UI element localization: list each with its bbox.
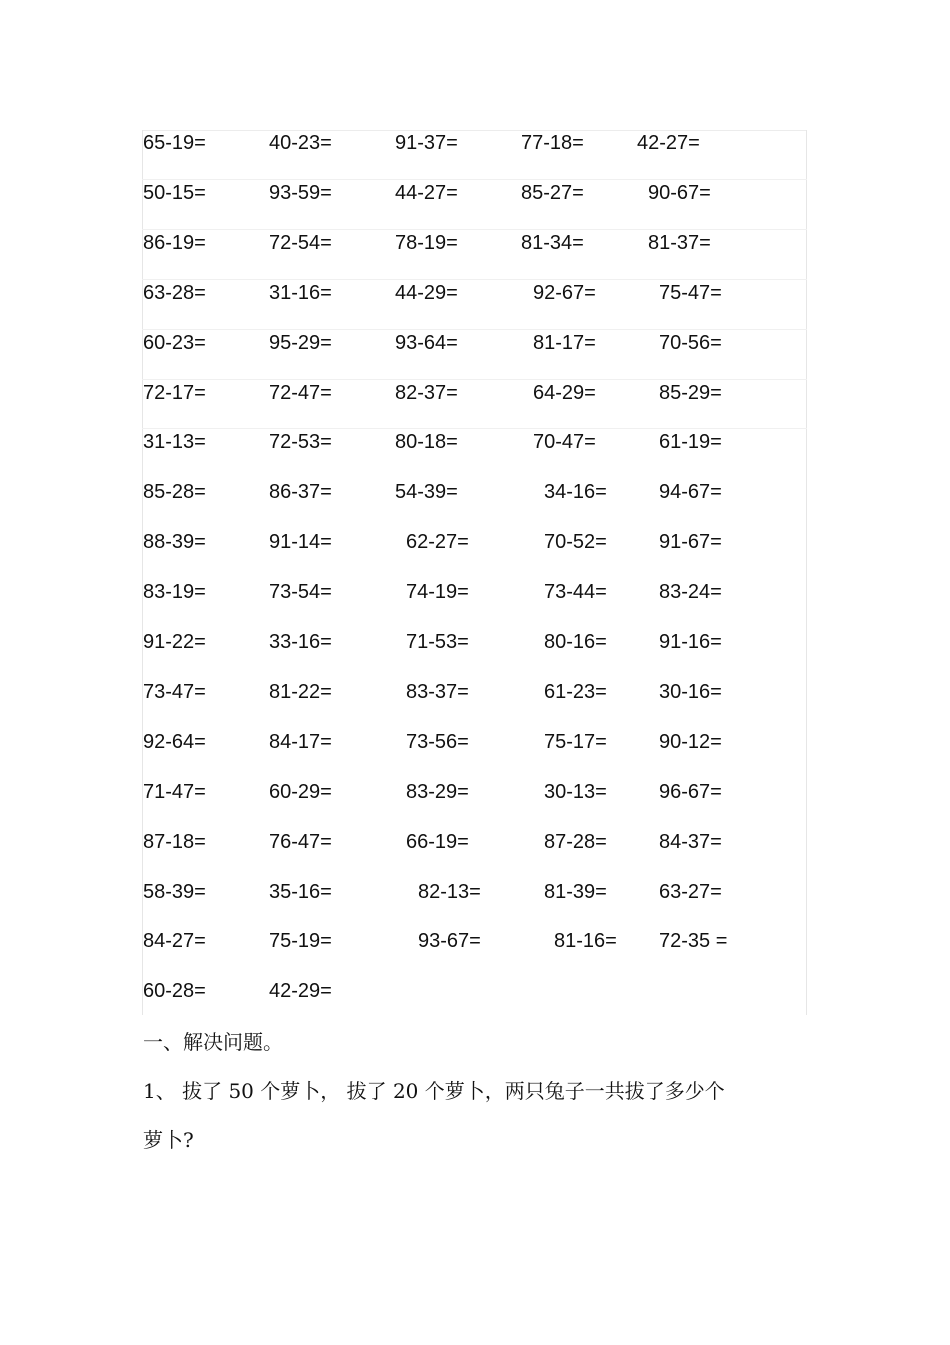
subtraction-problem: 84-27= [143,930,206,952]
subtraction-problem: 42-29= [269,980,332,1002]
subtraction-problem: 42-27= [637,132,700,154]
worksheet-frame-right [806,130,807,1015]
subtraction-problem: 72-35 = [659,930,728,952]
subtraction-problem: 70-56= [659,332,722,354]
subtraction-problem: 81-17= [533,332,596,354]
subtraction-problem: 34-16= [544,481,607,503]
subtraction-problem: 90-67= [648,182,711,204]
subtraction-problem: 62-27= [406,531,469,553]
subtraction-problem: 83-37= [406,681,469,703]
subtraction-problem: 73-47= [143,681,206,703]
subtraction-problem: 90-12= [659,731,722,753]
subtraction-problem: 77-18= [521,132,584,154]
subtraction-problem: 82-37= [395,382,458,404]
subtraction-problem: 61-23= [544,681,607,703]
subtraction-problem: 58-39= [143,881,206,903]
subtraction-problem: 60-29= [269,781,332,803]
subtraction-problem: 60-28= [143,980,206,1002]
subtraction-problem: 91-14= [269,531,332,553]
subtraction-problem: 91-22= [143,631,206,653]
subtraction-problem: 63-28= [143,282,206,304]
subtraction-problem: 85-28= [143,481,206,503]
subtraction-problem: 94-67= [659,481,722,503]
subtraction-problem: 71-53= [406,631,469,653]
subtraction-problem: 92-67= [533,282,596,304]
subtraction-problem: 78-19= [395,232,458,254]
subtraction-problem: 72-47= [269,382,332,404]
subtraction-problem: 80-16= [544,631,607,653]
subtraction-problem: 72-53= [269,431,332,453]
subtraction-problem: 84-37= [659,831,722,853]
subtraction-problem: 86-19= [143,232,206,254]
subtraction-problem: 87-28= [544,831,607,853]
subtraction-problem: 83-19= [143,581,206,603]
subtraction-problem: 81-22= [269,681,332,703]
subtraction-problem: 74-19= [406,581,469,603]
subtraction-problem: 63-27= [659,881,722,903]
subtraction-problem: 83-24= [659,581,722,603]
subtraction-problem: 81-34= [521,232,584,254]
subtraction-problem: 92-64= [143,731,206,753]
subtraction-problem: 64-29= [533,382,596,404]
subtraction-problem: 40-23= [269,132,332,154]
subtraction-problem: 83-29= [406,781,469,803]
subtraction-problem: 30-13= [544,781,607,803]
subtraction-problem: 61-19= [659,431,722,453]
subtraction-problem: 75-47= [659,282,722,304]
subtraction-problem: 93-67= [418,930,481,952]
subtraction-problem: 66-19= [406,831,469,853]
subtraction-problem: 95-29= [269,332,332,354]
subtraction-problem: 82-13= [418,881,481,903]
subtraction-problem: 73-56= [406,731,469,753]
subtraction-problem: 70-52= [544,531,607,553]
word-problem-1-line-2: 萝卜? [143,1128,194,1152]
word-problem-1-line-1: 1、 拔了 50 个萝卜， 拔了 20 个萝卜，两只兔子一共拔了多少个 [143,1079,725,1103]
subtraction-problem: 30-16= [659,681,722,703]
subtraction-problem: 73-54= [269,581,332,603]
subtraction-problem: 91-67= [659,531,722,553]
subtraction-problem: 85-29= [659,382,722,404]
subtraction-problem: 72-17= [143,382,206,404]
subtraction-problem: 70-47= [533,431,596,453]
subtraction-problem: 35-16= [269,881,332,903]
subtraction-problem: 65-19= [143,132,206,154]
subtraction-problem: 44-27= [395,182,458,204]
subtraction-problem: 87-18= [143,831,206,853]
subtraction-problem: 44-29= [395,282,458,304]
worksheet-frame-top [142,130,807,131]
subtraction-problem: 72-54= [269,232,332,254]
subtraction-problem: 80-18= [395,431,458,453]
subtraction-problem: 73-44= [544,581,607,603]
subtraction-problem: 91-37= [395,132,458,154]
section-heading: 一、解决问题。 [143,1030,283,1054]
subtraction-problem: 33-16= [269,631,332,653]
subtraction-problem: 75-17= [544,731,607,753]
subtraction-problem: 96-67= [659,781,722,803]
subtraction-problem: 84-17= [269,731,332,753]
subtraction-problem: 88-39= [143,531,206,553]
subtraction-problem: 76-47= [269,831,332,853]
subtraction-problem: 81-16= [554,930,617,952]
subtraction-problem: 50-15= [143,182,206,204]
subtraction-problem: 81-37= [648,232,711,254]
subtraction-problem: 85-27= [521,182,584,204]
subtraction-problem: 93-59= [269,182,332,204]
subtraction-problem: 93-64= [395,332,458,354]
subtraction-problem: 31-13= [143,431,206,453]
subtraction-problem: 81-39= [544,881,607,903]
subtraction-problem: 91-16= [659,631,722,653]
subtraction-problem: 75-19= [269,930,332,952]
subtraction-problem: 60-23= [143,332,206,354]
subtraction-problem: 54-39= [395,481,458,503]
subtraction-problem: 86-37= [269,481,332,503]
subtraction-problem: 71-47= [143,781,206,803]
subtraction-problem: 31-16= [269,282,332,304]
